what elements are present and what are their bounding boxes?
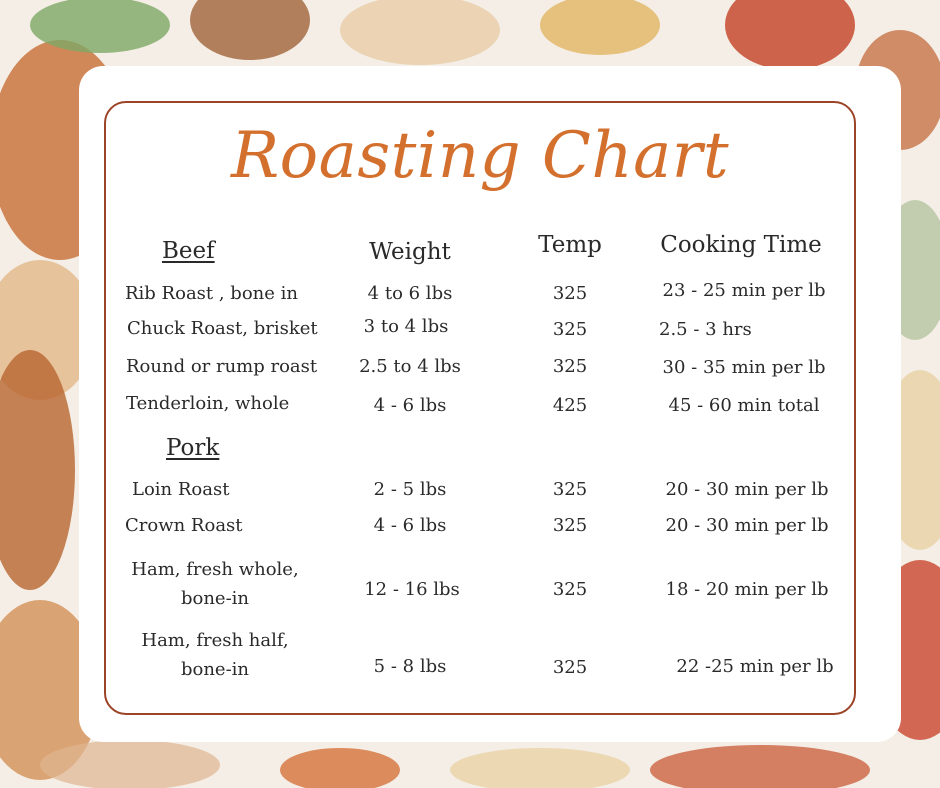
- beef-cut-name: Tenderloin, whole: [126, 393, 290, 414]
- column-header-temp: Temp: [538, 232, 602, 258]
- section-heading-pork: Pork: [166, 435, 220, 461]
- beef-temp: 325: [552, 319, 588, 340]
- section-heading-beef: Beef: [162, 238, 215, 264]
- beef-cooking-time: 45 - 60 min total: [668, 395, 820, 416]
- pork-cut-name: [115, 555, 315, 613]
- pork-weight: 4 - 6 lbs: [373, 515, 447, 536]
- pork-cut-name: [115, 626, 315, 684]
- pork-cut-name: Crown Roast: [125, 515, 243, 536]
- pork-cooking-time: 18 - 20 min per lb: [665, 579, 829, 600]
- beef-cooking-time: 23 - 25 min per lb: [662, 280, 826, 301]
- page-title: Roasting Chart: [230, 119, 730, 193]
- pork-weight: 12 - 16 lbs: [364, 579, 460, 600]
- beef-cut-name: Round or rump roast: [126, 356, 318, 377]
- beef-weight: 4 - 6 lbs: [373, 395, 447, 416]
- cut-name-line: bone-in: [180, 659, 250, 680]
- pork-cooking-time: 20 - 30 min per lb: [665, 479, 829, 500]
- pork-cooking-time: 20 - 30 min per lb: [665, 515, 829, 536]
- pork-cooking-time: 22 -25 min per lb: [676, 656, 834, 677]
- beef-cut-name: Rib Roast , bone in: [125, 283, 298, 304]
- beef-cooking-time: 30 - 35 min per lb: [662, 357, 826, 378]
- column-header-weight: Weight: [369, 239, 451, 265]
- cut-name-line: Ham, fresh half,: [141, 630, 289, 651]
- beef-temp: 325: [552, 283, 588, 304]
- beef-temp: 425: [552, 395, 588, 416]
- pork-weight: 5 - 8 lbs: [373, 656, 447, 677]
- beef-cut-name: Chuck Roast, brisket: [127, 318, 318, 339]
- cut-name-line: Ham, fresh whole,: [131, 559, 299, 580]
- beef-temp: 325: [552, 356, 588, 377]
- pork-temp: 325: [552, 479, 588, 500]
- beef-weight: 4 to 6 lbs: [367, 283, 453, 304]
- cut-name-line: bone-in: [180, 588, 250, 609]
- pork-temp: 325: [552, 515, 588, 536]
- beef-weight: 2.5 to 4 lbs: [359, 356, 461, 377]
- column-header-cooking-time: Cooking Time: [660, 232, 822, 258]
- pork-temp: 325: [552, 657, 588, 678]
- pork-temp: 325: [552, 579, 588, 600]
- pork-weight: 2 - 5 lbs: [373, 479, 447, 500]
- beef-weight: 3 to 4 lbs: [363, 316, 449, 337]
- pork-cut-name: Loin Roast: [132, 479, 230, 500]
- beef-cooking-time: 2.5 - 3 hrs: [659, 319, 752, 340]
